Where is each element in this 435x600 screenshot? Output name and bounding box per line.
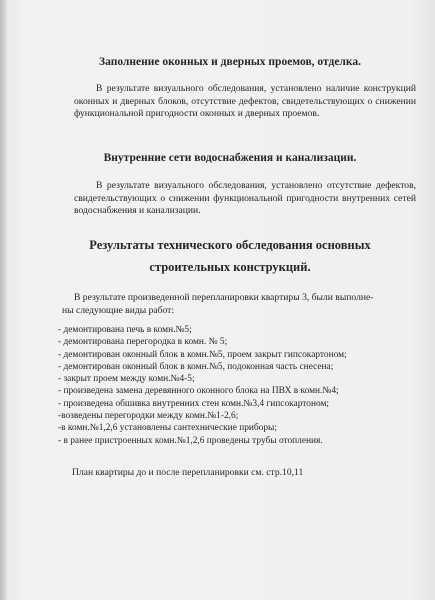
list-item: -возведены перегородки между комн.№1-2,6;	[58, 411, 239, 422]
results-intro	[62, 292, 416, 317]
list-item: - в ранее пристроенных комн.№1,2,6 проведены трубы отопления.	[58, 435, 323, 446]
results-intro-line1: В результате произведенной перепланировки квартиры 3, были выполне-	[74, 292, 374, 303]
page-edge-shadow	[0, 0, 8, 600]
results-intro-line2: ны следующие виды работ:	[62, 304, 175, 316]
list-item: -в комн.№1,2,6 установлены сантехнические приборы;	[58, 423, 277, 434]
list-item: - произведена замена деревянного оконного блока на ПВХ в комн.№4;	[58, 386, 339, 397]
section-text-plumbing: В результате визуального обследования, установлено отсутствие дефектов, свидетельствующих о снижении функциональной пригодности внутренних сетей водоснабжения и канализации.	[74, 180, 416, 217]
list-item: - закрыт проем между комн.№4-5;	[58, 374, 195, 385]
list-item: - произведена обшивка внутренних стен комн.№3,4 гипсокартоном;	[58, 398, 330, 409]
results-title-line2: строительных конструкций.	[149, 260, 311, 274]
list-item: - демонтирован оконный блок в комн.№5, подоконная часть снесена;	[58, 361, 334, 372]
results-title	[40, 234, 420, 278]
list-item: - демонтирована печь в комн.№5;	[58, 325, 192, 335]
section-text-windows-doors: В результате визуального обследования, установлено наличие конструкций оконных и дверных блоков, отсутствие дефектов, свидетельствующих о снижении функциональной пригодности оконных и дверных проемов.	[74, 83, 416, 120]
results-title-line1: Результаты технического обследования основных	[89, 238, 371, 252]
plan-note: План квартиры до и после перепланировки см. стр.10,11	[72, 467, 304, 478]
list-item: - демонтирован оконный блок в комн.№5, проем закрыт гипсокартоном;	[58, 349, 347, 360]
works-list	[58, 324, 420, 447]
list-item: - демонтирована перегородка в комн. № 5;	[58, 337, 228, 348]
section-title-windows-doors: Заполнение оконных и дверных проемов, отделка.	[99, 56, 361, 68]
section-title-plumbing: Внутренние сети водоснабжения и канализации.	[103, 152, 357, 164]
